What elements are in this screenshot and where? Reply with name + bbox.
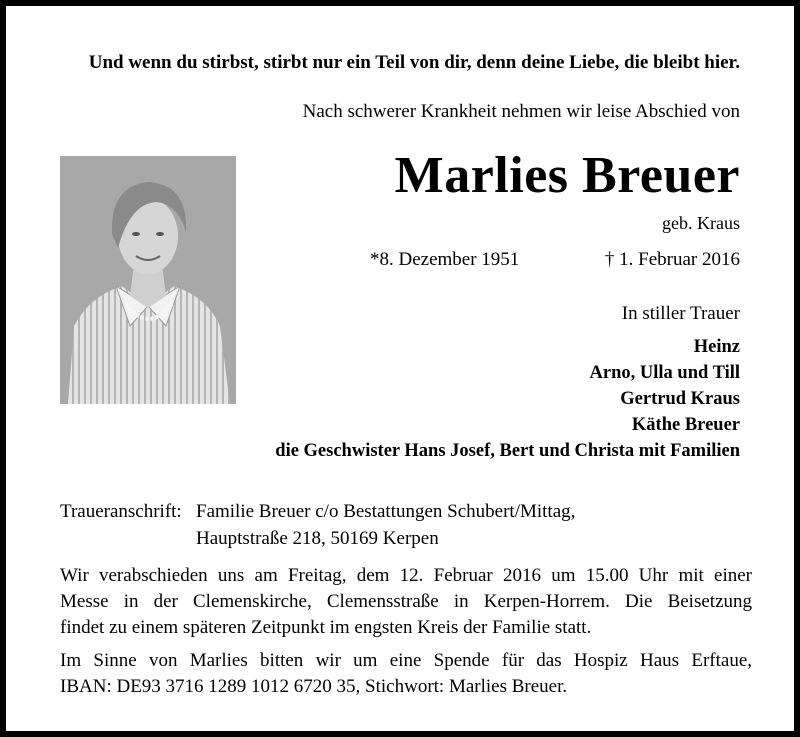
portrait-illustration xyxy=(60,156,236,404)
paragraph-line: findet zu einem späteren Zeitpunkt im engsten Kreis der Familie statt. xyxy=(60,617,592,638)
portrait-photo xyxy=(60,156,236,404)
mourner: die Geschwister Hans Josef, Bert und Christa mit Familien xyxy=(275,441,740,461)
deceased-name: Marlies Breuer xyxy=(394,147,740,204)
mourner: Heinz xyxy=(693,337,740,357)
mourners-list xyxy=(275,334,740,464)
intro-text: Nach schwerer Krankheit nehmen wir leise Abschied von xyxy=(302,101,740,122)
address-line: Familie Breuer c/o Bestattungen Schubert/Mittag, xyxy=(196,501,576,522)
motto-quote: Und wenn du stirbst, stirbt nur ein Teil von dir, denn deine Liebe, die bleibt hier. xyxy=(88,52,740,73)
address-label: Traueranschrift: xyxy=(60,501,182,522)
paragraph-line: IBAN: DE93 3716 1289 1012 6720 35, Stichwort: Marlies Breuer. xyxy=(60,676,568,697)
death-date: † 1. Februar 2016 xyxy=(604,249,740,270)
address-line: Hauptstraße 218, 50169 Kerpen xyxy=(196,528,439,549)
paragraph-line: Im Sinne von Marlies bitten wir um eine Spende für das Hospiz Haus Erftaue, xyxy=(60,650,752,671)
donation-paragraph xyxy=(60,648,752,700)
mourner: Käthe Breuer xyxy=(631,415,740,435)
farewell-paragraph xyxy=(60,563,752,641)
mourner: Arno, Ulla und Till xyxy=(589,363,740,383)
mourner: Gertrud Kraus xyxy=(620,389,740,409)
paragraph-line: Messe in der Clemenskirche, Clemensstraße in Kerpen-Horrem. Die Beisetzung xyxy=(60,591,752,612)
paragraph-line: Wir verabschieden uns am Freitag, dem 12. Februar 2016 um 15.00 Uhr mit einer xyxy=(60,565,752,586)
mourning-label: In stiller Trauer xyxy=(621,303,740,324)
maiden-name: geb. Kraus xyxy=(662,213,740,233)
birth-date: *8. Dezember 1951 xyxy=(370,249,520,270)
